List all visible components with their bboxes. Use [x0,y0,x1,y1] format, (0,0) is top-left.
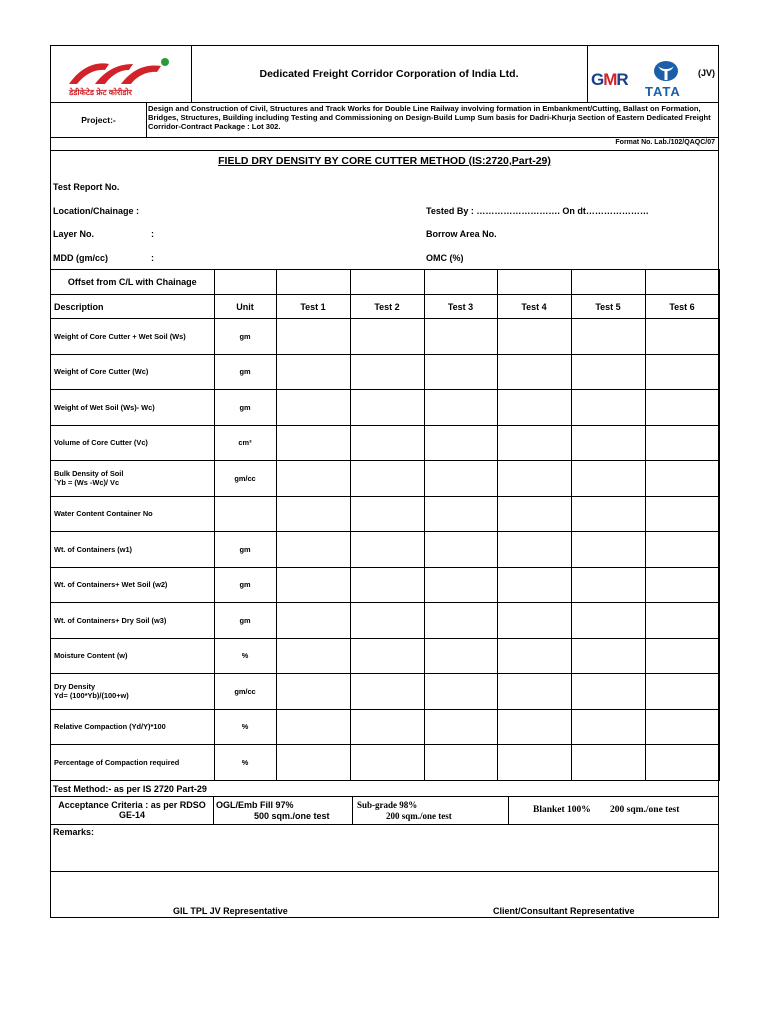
test-value-cell[interactable] [645,567,719,603]
test-value-cell[interactable] [497,496,571,532]
column-header: Test 4 [497,295,571,319]
project-row [51,102,718,138]
gmr-logo: GMR [591,70,628,89]
hindi-name: डेडीकेटेड फ्रेट कोरीडोर [69,88,132,97]
test-value-cell[interactable] [645,532,719,568]
test-value-cell[interactable] [571,638,645,674]
ogl-frequency: 500 sqm./one test [254,811,330,821]
column-header: Test 2 [350,295,424,319]
row-description: Percentage of Compaction required [51,745,214,781]
table-row [51,390,719,426]
table-row [51,319,719,355]
format-number: Format No. Lab./102/QAQC/07 [615,139,715,146]
corporation-name: Dedicated Freight Corridor Corporation of India Ltd. [191,46,588,102]
row-unit [214,496,276,532]
table-row [51,674,719,710]
row-unit: gm [214,390,276,426]
test-value-cell[interactable] [350,354,424,390]
offset-cell[interactable] [497,270,571,295]
test-value-cell[interactable] [645,674,719,710]
test-value-cell[interactable] [645,603,719,639]
omc-label: OMC (%) [426,253,464,263]
remarks-label: Remarks: [53,827,95,837]
row-description: Wt. of Containers (w1) [51,532,214,568]
blanket-frequency: 200 sqm./one test [610,805,680,815]
test-value-cell[interactable] [424,567,497,603]
subgrade-criteria [352,797,509,824]
test-value-cell[interactable] [497,390,571,426]
row-description: Water Content Container No [51,496,214,532]
row-unit: % [214,638,276,674]
test-value-cell[interactable] [571,354,645,390]
layer-label: Layer No. [53,229,95,239]
client-signature-label: Client/Consultant Representative [493,906,635,916]
ogl-percent: OGL/Emb Fill 97% [216,800,294,810]
project-label: Project:- [51,102,147,137]
test-value-cell[interactable] [350,674,424,710]
test-value-cell[interactable] [424,674,497,710]
test-value-cell[interactable] [571,603,645,639]
row-unit: % [214,709,276,745]
row-unit: gm [214,354,276,390]
test-value-cell[interactable] [497,354,571,390]
test-value-cell[interactable] [350,425,424,461]
test-value-cell[interactable] [571,674,645,710]
row-unit: gm [214,319,276,355]
test-report-label: Test Report No. [53,182,120,192]
test-value-cell[interactable] [424,461,497,497]
test-value-cell[interactable] [276,745,350,781]
column-header: Test 3 [424,295,497,319]
test-value-cell[interactable] [497,461,571,497]
mdd-label: MDD (gm/cc) [53,253,109,263]
test-value-cell[interactable] [497,532,571,568]
partner-logos [587,46,718,102]
test-value-cell[interactable] [571,390,645,426]
test-value-cell[interactable] [571,709,645,745]
test-value-cell[interactable] [645,709,719,745]
test-value-cell[interactable] [571,496,645,532]
offset-row [51,270,719,295]
test-value-cell[interactable] [497,603,571,639]
test-value-cell[interactable] [424,354,497,390]
test-method: Test Method:- as per IS 2720 Part-29 [51,781,718,797]
acceptance-row [51,797,718,825]
test-value-cell[interactable] [497,745,571,781]
row-description: Weight of Core Cutter + Wet Soil (Ws) [51,319,214,355]
test-value-cell[interactable] [276,532,350,568]
subgrade-frequency: 200 sqm./one test [386,811,452,821]
row-description: Wt. of Containers+ Dry Soil (w3) [51,603,214,639]
test-value-cell[interactable] [571,319,645,355]
row-unit: gm/cc [214,461,276,497]
test-value-cell[interactable] [497,567,571,603]
column-header: Description [51,295,214,319]
test-value-cell[interactable] [424,532,497,568]
form-sheet [50,45,719,918]
row-description: Bulk Density of Soil `Yb = (Ws -Wc)/ Vc [51,461,214,497]
row-description: Volume of Core Cutter (Vc) [51,425,214,461]
test-value-cell[interactable] [497,319,571,355]
table-row [51,567,719,603]
location-label: Location/Chainage : [53,206,140,216]
row-description: Relative Compaction (Yd/Y)*100 [51,709,214,745]
form-title: FIELD DRY DENSITY BY CORE CUTTER METHOD (IS:2720,Part-29) [218,155,551,167]
row-unit: gm [214,603,276,639]
test-value-cell[interactable] [276,425,350,461]
offset-cell[interactable] [571,270,645,295]
offset-cell[interactable] [276,270,350,295]
project-description: Design and Construction of Civil, Structures and Track Works for Double Line Railway involving formation in Embankment/Cutting, Ballast on Formation, Bridges, Structures, Building including Testing and Commissioning on Design-Build Lump Sum basis for Dadri-Khurja Section of Eastern Dedicated Freight Corridor-Contract Package : Lot 302. [148,104,711,132]
row-description: Dry Density Yd= (100*Yb)/(100+w) [51,674,214,710]
mdd-colon: : [151,253,154,263]
contractor-signature-label: GIL TPL JV Representative [173,906,288,916]
tata-logo-text: TATA [645,84,681,99]
table-row [51,461,719,497]
table-row [51,603,719,639]
ogl-criteria [214,797,353,824]
blanket-criteria [508,797,718,824]
row-description: Moisture Content (w) [51,638,214,674]
test-value-cell[interactable] [645,461,719,497]
test-value-cell[interactable] [645,745,719,781]
test-value-cell[interactable] [645,319,719,355]
test-value-cell[interactable] [571,532,645,568]
test-value-cell[interactable] [350,709,424,745]
test-value-cell[interactable] [276,709,350,745]
test-value-cell[interactable] [276,461,350,497]
table-row [51,638,719,674]
test-value-cell[interactable] [571,567,645,603]
test-value-cell[interactable] [276,603,350,639]
row-unit: gm [214,567,276,603]
test-value-cell[interactable] [424,638,497,674]
test-value-cell[interactable] [571,745,645,781]
table-row [51,496,719,532]
test-value-cell[interactable] [497,638,571,674]
test-value-cell[interactable] [350,319,424,355]
table-row [51,709,719,745]
tested-by-label: Tested By : ………………………. On dt………………… [426,206,649,216]
test-value-cell[interactable] [571,425,645,461]
subgrade-percent: Sub-grade 98% [357,800,418,810]
test-value-cell[interactable] [276,319,350,355]
table-row [51,532,719,568]
test-value-cell[interactable] [497,674,571,710]
row-unit: % [214,745,276,781]
offset-label: Offset from C/L with Chainage [51,270,214,295]
test-value-cell[interactable] [424,390,497,426]
row-description: Wt. of Containers+ Wet Soil (w2) [51,567,214,603]
table-row [51,425,719,461]
header-row [51,295,719,319]
test-table [51,269,720,781]
test-value-cell[interactable] [350,496,424,532]
format-row [51,137,718,151]
acceptance-criteria-label: Acceptance Criteria : as per RDSO GE-14 [51,797,214,824]
test-value-cell[interactable] [497,425,571,461]
offset-cell[interactable] [645,270,719,295]
test-value-cell[interactable] [424,603,497,639]
test-value-cell[interactable] [350,603,424,639]
test-value-cell[interactable] [424,496,497,532]
column-header: Test 5 [571,295,645,319]
offset-cell[interactable] [350,270,424,295]
row-unit: gm [214,532,276,568]
dfccil-logo [51,46,192,102]
test-value-cell[interactable] [571,461,645,497]
test-value-cell[interactable] [276,496,350,532]
test-value-cell[interactable] [350,567,424,603]
test-value-cell[interactable] [645,638,719,674]
test-value-cell[interactable] [276,674,350,710]
form-header [51,46,718,103]
test-value-cell[interactable] [276,354,350,390]
test-value-cell[interactable] [645,390,719,426]
blanket-percent: Blanket 100% [533,805,591,815]
offset-cell[interactable] [214,270,276,295]
test-value-cell[interactable] [350,461,424,497]
test-value-cell[interactable] [424,709,497,745]
test-value-cell[interactable] [424,745,497,781]
row-unit: gm/cc [214,674,276,710]
test-value-cell[interactable] [276,567,350,603]
test-value-cell[interactable] [424,319,497,355]
table-row [51,354,719,390]
column-header: Test 6 [645,295,719,319]
row-unit: cm³ [214,425,276,461]
test-value-cell[interactable] [350,745,424,781]
test-value-cell[interactable] [350,638,424,674]
offset-cell[interactable] [424,270,497,295]
tata-emblem-icon [653,60,679,82]
test-value-cell[interactable] [497,709,571,745]
test-value-cell[interactable] [645,496,719,532]
jv-label: (JV) [698,68,716,78]
column-header: Unit [214,295,276,319]
layer-colon: : [151,229,154,239]
dfc-logo-icon [65,56,177,88]
test-value-cell[interactable] [350,390,424,426]
row-description: Weight of Wet Soil (Ws)- Wc) [51,390,214,426]
test-value-cell[interactable] [350,532,424,568]
test-value-cell[interactable] [645,425,719,461]
table-row [51,745,719,781]
borrow-area-label: Borrow Area No. [426,229,497,239]
test-value-cell[interactable] [276,638,350,674]
test-value-cell[interactable] [424,425,497,461]
remarks-field[interactable] [51,824,718,872]
column-header: Test 1 [276,295,350,319]
test-value-cell[interactable] [276,390,350,426]
row-description: Weight of Core Cutter (Wc) [51,354,214,390]
test-value-cell[interactable] [645,354,719,390]
